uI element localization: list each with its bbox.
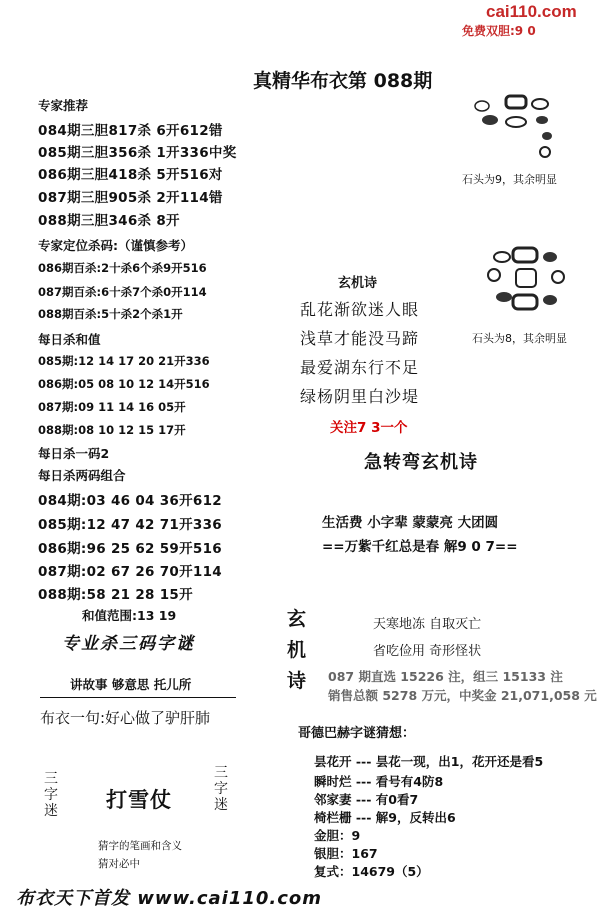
position-kill-line: 088期百杀:5十杀2个杀1开 xyxy=(38,307,183,321)
daily-sum-line: 086期:05 08 10 12 14开516 xyxy=(38,377,210,391)
follow-tip: 关注7 3一个 xyxy=(330,420,408,436)
living-riddle: 生活费 小字辈 蒙蒙亮 大团圆 xyxy=(322,515,499,531)
free-double-promo: 免费双胆:9 0 xyxy=(462,24,536,38)
poem-line: 乱花渐欲迷人眼 xyxy=(300,300,420,319)
daily-sum-line: 088期:08 10 12 15 17开 xyxy=(38,423,186,437)
expert-line: 087期三胆905杀 2开114错 xyxy=(38,190,223,206)
riddle-answer-prompt: 打雪仗 xyxy=(106,788,172,812)
kill-two-line: 087期:02 67 26 70开114 xyxy=(38,564,223,580)
poem-line: 浅草才能没马蹄 xyxy=(300,329,420,348)
fushi-numbers: 复式：14679（5） xyxy=(314,864,429,879)
riddle-heading: 专业杀三码字谜 xyxy=(62,634,195,654)
xuanji-line: 省吃俭用 奇形怪状 xyxy=(373,644,482,659)
stone-caption-8: 石头为8，其余明显 xyxy=(472,332,567,345)
site-logo: cai110.com xyxy=(486,2,577,21)
wanzi-hint: ==万紫千红总是春 解9 0 7== xyxy=(322,539,518,555)
draw-stats: 087 期直选 15226 注，组三 15133 注 xyxy=(328,669,563,684)
poem-line: 最爱湖东行不足 xyxy=(300,358,420,377)
page-title: 真精华布衣第 088期 xyxy=(253,70,433,92)
story-line: 讲故事 够意思 托儿所 xyxy=(70,677,192,692)
gedel-row: 瞬时烂 --- 看号有4防8 xyxy=(314,774,444,789)
footer-site: 布衣天下首发 www.cai110.com xyxy=(16,888,323,909)
expert-line: 085期三胆356杀 1开336中奖 xyxy=(38,145,237,161)
position-kill-heading: 专家定位杀码:（谨慎参考） xyxy=(38,238,193,253)
poem-heading: 玄机诗 xyxy=(338,276,378,291)
riddle-note: 猜对必中 xyxy=(98,858,140,870)
gedel-row: 椅栏栅 --- 解9，反转出6 xyxy=(314,810,456,825)
kill-two-line: 084期:03 46 04 36开612 xyxy=(38,493,223,509)
expert-line: 084期三胆817杀 6开612错 xyxy=(38,123,223,139)
one-sentence: 布衣一句:好心做了驴肝肺 xyxy=(40,709,211,727)
position-kill-line: 087期百杀:6十杀7个杀0开114 xyxy=(38,285,207,299)
stone-diagram-8 xyxy=(482,245,572,320)
gedel-row: 昙花开 --- 昙花一现，出1，花开还是看5 xyxy=(314,754,544,769)
daily-sum-line: 085期:12 14 17 20 21开336 xyxy=(38,354,210,368)
kill-two-heading: 每日杀两码组合 xyxy=(38,468,126,483)
kill-two-line: 085期:12 47 42 71开336 xyxy=(38,517,223,533)
daily-sum-heading: 每日杀和值 xyxy=(38,332,101,347)
silver-numbers: 银胆：167 xyxy=(314,846,378,861)
expert-heading: 专家推荐 xyxy=(38,98,89,113)
gedel-heading: 哥德巴赫字谜猜想： xyxy=(298,726,416,741)
position-kill-line: 086期百杀:2十杀6个杀9开516 xyxy=(38,261,207,275)
gedel-row: 邻家妻 --- 有0看7 xyxy=(314,792,419,807)
sum-range: 和值范围:13 19 xyxy=(82,608,177,623)
poem-line: 绿杨阴里白沙堤 xyxy=(300,387,420,406)
xuanji-label: 玄机诗 xyxy=(287,608,307,692)
expert-line: 088期三胆346杀 8开 xyxy=(38,213,180,229)
turn-poem-title: 急转弯玄机诗 xyxy=(364,452,478,473)
gold-number: 金胆：9 xyxy=(314,828,361,843)
divider xyxy=(40,697,236,698)
kill-two-line: 088期:58 21 28 15开 xyxy=(38,587,193,603)
expert-line: 086期三胆418杀 5开516对 xyxy=(38,167,223,183)
riddle-note: 猜字的笔画和含义 xyxy=(98,840,182,852)
kill-one-code: 每日杀一码2 xyxy=(38,446,110,461)
kill-two-line: 086期:96 25 62 59开516 xyxy=(38,541,223,557)
xuanji-line: 天寒地冻 自取灭亡 xyxy=(373,617,482,632)
daily-sum-line: 087期:09 11 14 16 05开 xyxy=(38,400,186,414)
draw-stats: 销售总额 5278 万元，中奖金 21,071,058 元 xyxy=(328,688,597,703)
stone-caption-9: 石头为9，其余明显 xyxy=(462,173,557,186)
three-char-riddle-right: 三字迷 xyxy=(214,765,228,813)
stone-diagram-9 xyxy=(470,90,570,170)
three-char-riddle-left: 三字迷 xyxy=(44,771,58,819)
